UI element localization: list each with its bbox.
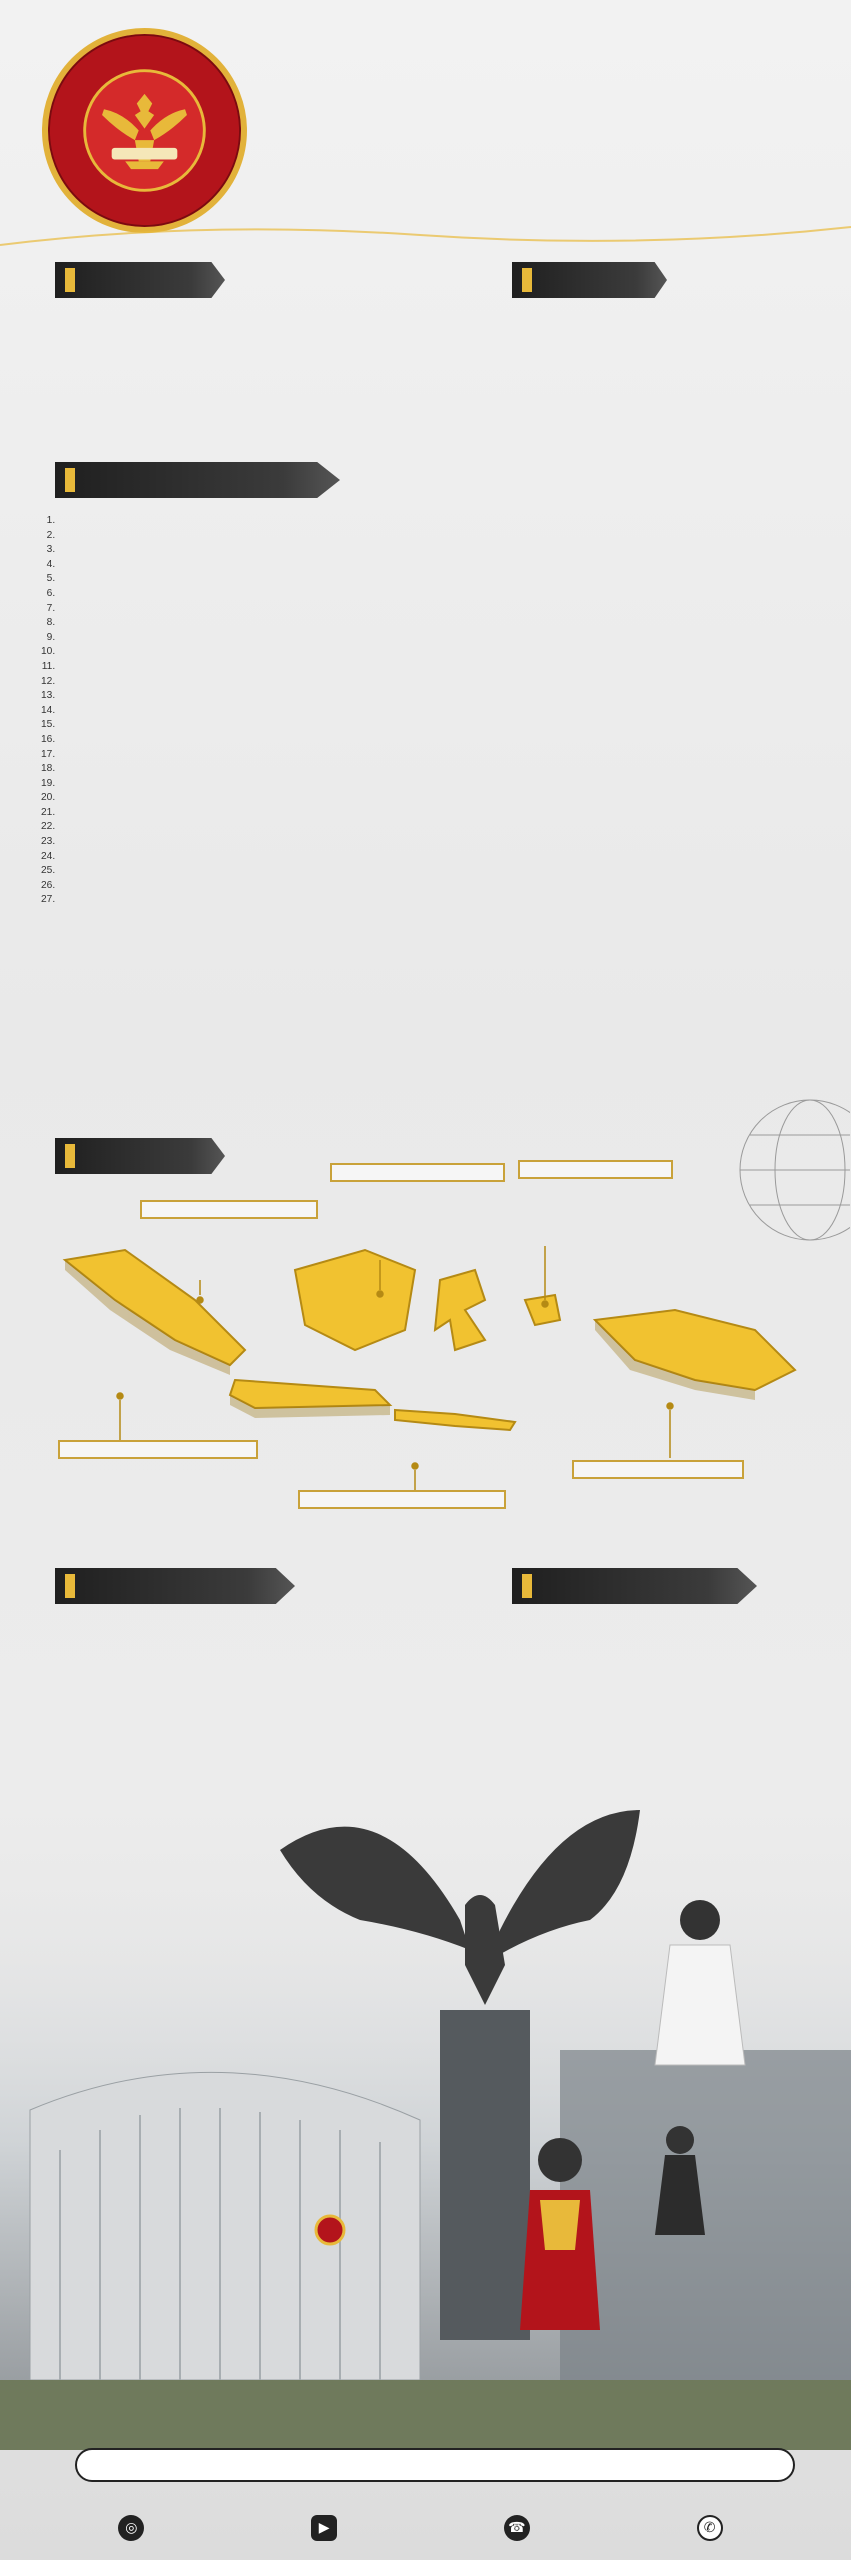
list-item [58,660,788,675]
list-item [58,762,788,777]
region-jawa [140,1200,318,1219]
list-item [58,572,788,587]
list-item [58,864,788,879]
list-item [58,543,788,558]
list-item [58,689,788,704]
stin-seal-logo [42,28,247,233]
list-item [58,631,788,646]
globe-icon: ◎ [118,2515,144,2541]
list-item [58,514,788,529]
list-item [58,791,788,806]
footer-whatsapp[interactable] [697,2515,733,2541]
footer-youtube[interactable] [311,2515,347,2541]
list-item [58,558,788,573]
list-item [58,893,788,908]
list-item [58,645,788,660]
globe-decoration [720,1090,850,1250]
gold-wave-decoration [0,215,851,255]
region-sumatra [58,1440,258,1459]
list-item [58,748,788,763]
persyaratan-banner [55,462,340,498]
region-bali-nusa-tenggara [298,1490,506,1509]
list-item [58,718,788,733]
list-item [58,616,788,631]
list-item [58,675,788,690]
list-item [58,879,788,894]
youtube-icon: ▶ [311,2515,337,2541]
persyaratan-list [28,514,788,908]
region-sulawesi [518,1160,673,1179]
tahapan-banner [512,1568,757,1604]
region-kalimantan [330,1163,505,1182]
list-item [58,777,788,792]
footer-phone[interactable] [504,2515,540,2541]
photo-collage [0,1690,851,2450]
list-item [58,704,788,719]
unggah-banner [55,1568,295,1604]
whatsapp-icon: ✆ [697,2515,723,2541]
visi-banner [512,262,667,298]
list-item [58,733,788,748]
sejarah-banner [55,262,225,298]
footer-website[interactable] [118,2515,154,2541]
list-item [58,587,788,602]
list-item [58,850,788,865]
info-note [75,2448,795,2482]
list-item [58,602,788,617]
phone-icon: ☎ [504,2515,530,2541]
footer [0,2495,851,2560]
list-item [58,820,788,835]
region-maluku-papua [572,1460,744,1479]
list-item [58,529,788,544]
list-item [58,806,788,821]
list-item [58,835,788,850]
